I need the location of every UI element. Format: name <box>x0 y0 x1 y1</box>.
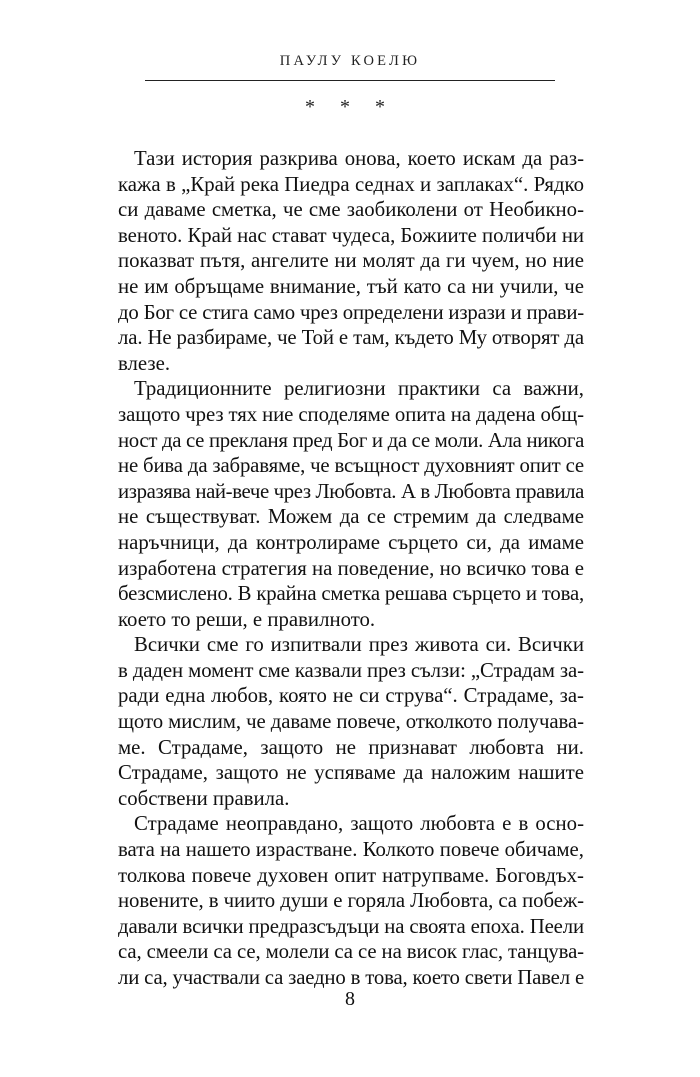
text-line: ли са, участвали са заедно в това, което свети Павел е <box>118 966 584 989</box>
running-head-author: ПАУЛУ КОЕЛЮ <box>279 53 421 69</box>
text-line: ме. Страдаме, защото не признават любовта ни. <box>118 735 584 759</box>
text-line: давали всички предразсъдъци на своята епоха. Пеели <box>118 914 584 938</box>
section-break-asterisks: * * * <box>305 96 395 118</box>
text-line: ност да се прекланя пред Бог и да се моли. Ала никога <box>118 428 584 452</box>
text-line: наръчници, да контролираме сърцето си, да имаме <box>118 530 584 554</box>
paragraph <box>118 811 584 990</box>
text-line: в даден момент сме казвали през сълзи: „Страдам за- <box>118 658 584 682</box>
text-line: което то реши, е правилното. <box>118 607 376 631</box>
text-line: щото мислим, че даваме повече, отколкото получава- <box>118 710 584 734</box>
text-line: до Бог се стига само чрез определени изрази и прави- <box>118 300 584 324</box>
text-line: Всички сме го изпитвали през живота си. Всички <box>134 633 584 657</box>
text-line: Традиционните религиозни практики са важни, <box>134 377 584 401</box>
text-line: Страдаме неоправдано, защото любовта е в осно- <box>134 812 584 836</box>
text-line: не съществуват. Можем да се стремим да следваме <box>118 505 584 529</box>
text-line: защото чрез тях ние споделяме опита на дадена общ- <box>118 402 584 426</box>
text-line: толкова повече духовен опит натрупваме. Боговдъх- <box>118 863 584 887</box>
text-line: не им обръщаме внимание, тъй като са ни учили, че <box>118 274 584 298</box>
text-line: ла. Не разбираме, че Той е там, където Му отворят да <box>118 326 584 350</box>
text-line: влезе. <box>118 351 171 375</box>
body-text <box>118 146 584 991</box>
paragraph <box>118 632 584 811</box>
text-line: показват пътя, ангелите ни молят да ги чуем, но ние <box>118 249 584 273</box>
text-line: веното. Край нас стават чудеса, Божиите поличби ни <box>118 223 584 247</box>
text-line: вата на нашето израстване. Колкото повече обичаме, <box>118 838 584 862</box>
text-line: изработена стратегия на поведение, но всичко това е <box>118 556 584 580</box>
text-line: кажа в „Край река Пиедра седнах и заплаках“. Рядко <box>118 172 584 196</box>
paragraph <box>118 376 584 632</box>
page-number: 8 <box>345 988 355 1010</box>
text-line: новените, в чиито души е горяла Любовта, са побеж- <box>118 889 584 913</box>
text-line: ради една любов, която не си струва“. Страдаме, за- <box>118 684 584 708</box>
text-line: Тази история разкрива онова, което искам да раз- <box>134 147 584 170</box>
paragraph <box>118 146 584 376</box>
header-rule <box>145 80 555 81</box>
text-line: не бива да забравяме, че всъщност духовният опит се <box>118 454 584 478</box>
text-line: изразява най-вече чрез Любовта. А в Любовта правила <box>118 479 584 503</box>
text-line: са, смеели са се, молели са се на висок глас, танцува- <box>118 940 584 964</box>
text-line: си даваме сметка, че сме заобиколени от Необикно- <box>118 198 584 222</box>
text-line: безсмислено. В крайна сметка решава сърцето и това, <box>118 582 584 606</box>
text-line: собствени правила. <box>118 786 290 810</box>
text-line: Страдаме, защото не успяваме да наложим нашите <box>118 761 584 785</box>
